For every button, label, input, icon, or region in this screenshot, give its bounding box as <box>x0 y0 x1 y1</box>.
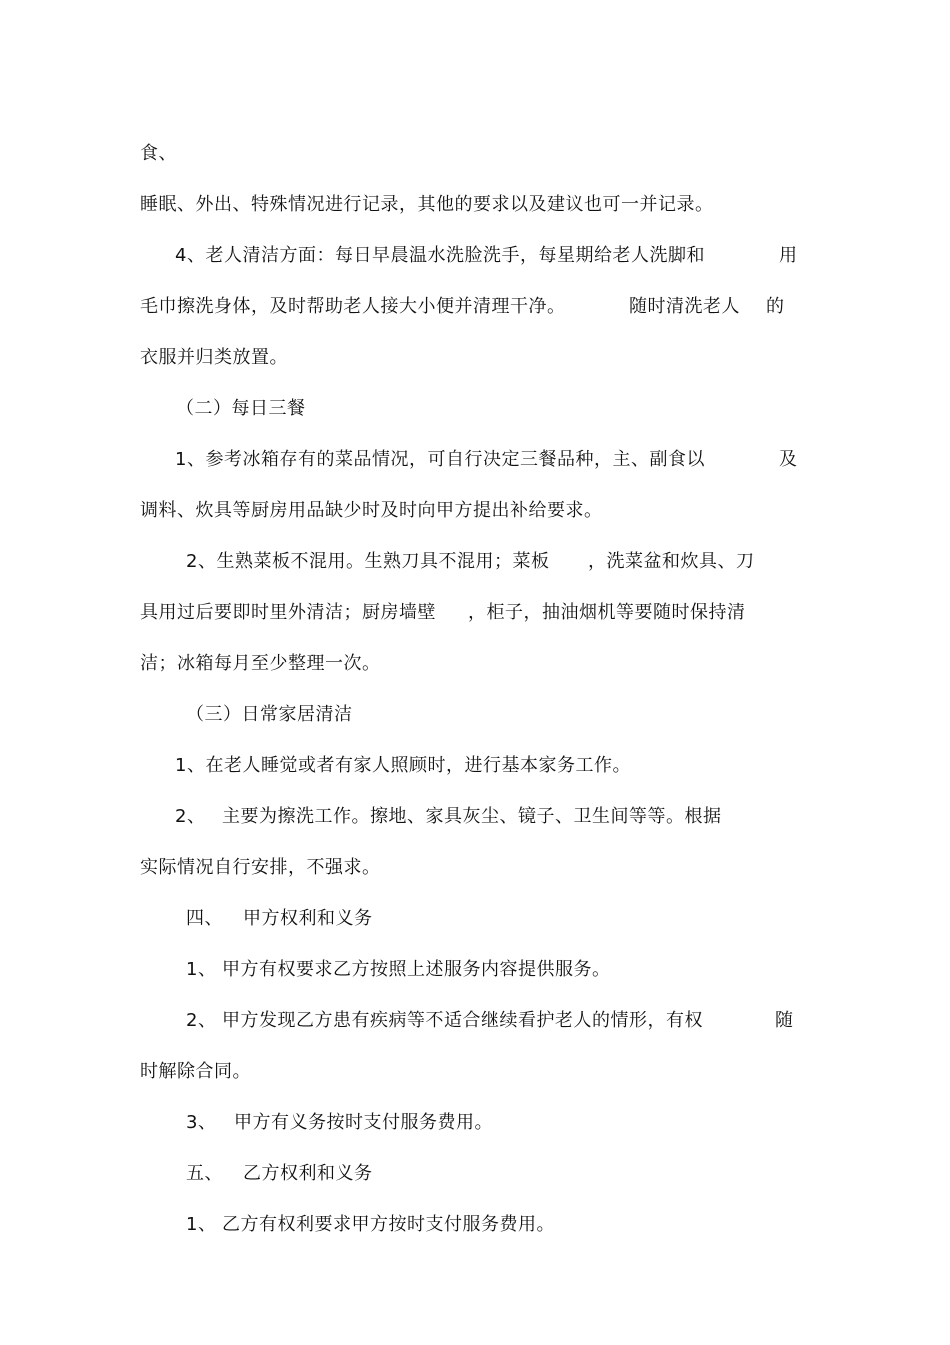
section-heading-number: 四、 <box>186 908 223 929</box>
text-line: 乙方有权利要求甲方按时支付服务费用。 <box>222 1214 555 1235</box>
text-line: 衣服并归类放置。 <box>140 347 288 368</box>
text-line: 甲方发现乙方患有疾病等不适合继续看护老人的情形，有权 <box>222 1010 703 1031</box>
text-line: 1、在老人睡觉或者有家人照顾时，进行基本家务工作。 <box>175 755 631 776</box>
text-line: 4、老人清洁方面：每日早晨温水洗脸洗手，每星期给老人洗脚和 <box>175 245 705 266</box>
text-line: 时解除合同。 <box>140 1061 251 1082</box>
text-line: 毛巾擦洗身体，及时帮助老人接大小便并清理干净。 <box>140 296 566 317</box>
section-heading: （三）日常家居清洁 <box>186 704 353 725</box>
text-line: 2、生熟菜板不混用。生熟刀具不混用；菜板 <box>186 551 550 572</box>
text-line: ，柜子，抽油烟机等要随时保持清 <box>468 602 746 623</box>
text-line: 及 <box>779 449 798 470</box>
text-line: 实际情况自行安排，不强求。 <box>140 857 381 878</box>
text-line: 随时清洗老人 <box>629 296 740 317</box>
text-line: 3、 <box>186 1112 217 1133</box>
text-line: 甲方有义务按时支付服务费用。 <box>234 1112 493 1133</box>
text-line: ，洗菜盆和炊具、刀 <box>588 551 755 572</box>
section-heading: 乙方权利和义务 <box>243 1163 373 1184</box>
text-line: 1、 <box>186 959 217 980</box>
section-heading-number: 五、 <box>186 1163 223 1184</box>
text-line: 甲方有权要求乙方按照上述服务内容提供服务。 <box>222 959 611 980</box>
text-line: 具用过后要即时里外清洁；厨房墙壁 <box>140 602 436 623</box>
text-line: 食、 <box>140 143 177 164</box>
text-line: 调料、炊具等厨房用品缺少时及时向甲方提出补给要求。 <box>140 500 603 521</box>
text-line: 的 <box>766 296 785 317</box>
text-line: 2、 <box>175 806 206 827</box>
text-line: 用 <box>779 245 798 266</box>
text-line: 洁；冰箱每月至少整理一次。 <box>140 653 381 674</box>
section-heading: （二）每日三餐 <box>176 398 306 419</box>
text-line: 1、 <box>186 1214 217 1235</box>
text-line: 随 <box>775 1010 794 1031</box>
text-line: 主要为擦洗工作。擦地、家具灰尘、镜子、卫生间等等。根据 <box>222 806 722 827</box>
text-line: 睡眠、外出、特殊情况进行记录，其他的要求以及建议也可一并记录。 <box>140 194 714 215</box>
text-line: 2、 <box>186 1010 217 1031</box>
section-heading: 甲方权利和义务 <box>243 908 373 929</box>
text-line: 1、参考冰箱存有的菜品情况，可自行决定三餐品种，主、副食以 <box>175 449 705 470</box>
